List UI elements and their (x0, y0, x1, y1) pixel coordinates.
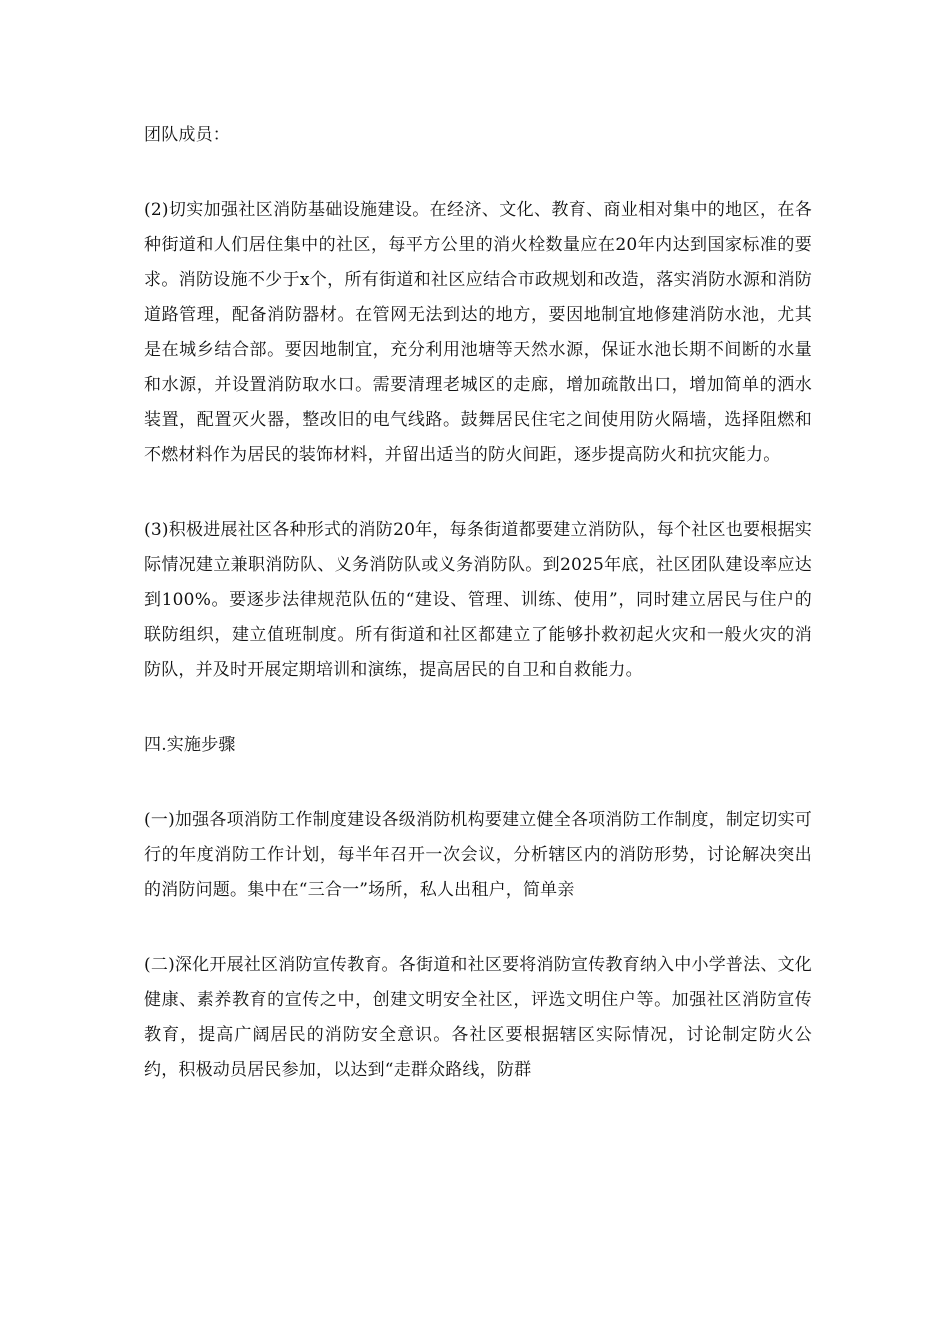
paragraph-infrastructure: (2)切实加强社区消防基础设施建设。在经济、文化、教育、商业相对集中的地区，在各种街道和人们居住集中的社区，每平方公里的消火栓数量应在20年内达到国家标准的要求。消防设施不少于x个，所有街道和社区应结合市政规划和改造，落实消防水源和消防道路管理，配备消防器材。在管网无法到达的地方，要因地制宜地修建消防水池，尤其是在城乡结合部。要因地制宜，充分利用池塘等天然水源，保证水池长期不间断的水量和水源，并设置消防取水口。需要清理老城区的走廊，增加疏散出口，增加简单的洒水装置，配置灭火器，整改旧的电气线路。鼓舞居民住宅之间使用防火隔墙，选择阻燃和不燃材料作为居民的装饰材料，并留出适当的防火间距，逐步提高防火和抗灾能力。 (144, 200, 812, 465)
paragraph-fire-teams: (3)积极进展社区各种形式的消防20年，每条街道都要建立消防队，每个社区也要根据实际情况建立兼职消防队、义务消防队或义务消防队。到2025年底，社区团队建设率应达到100%。要逐步法律规范队伍的“建设、管理、训练、使用”，同时建立居民与住户的联防组织，建立值班制度。所有街道和社区都建立了能够扑救初起火灾和一般火灾的消防队，并及时开展定期培训和演练，提高居民的自卫和自救能力。 (144, 520, 812, 680)
section-heading-implementation: 四.实施步骤 (144, 735, 236, 755)
paragraph-step-one: (一)加强各项消防工作制度建设各级消防机构要建立健全各项消防工作制度，制定切实可行的年度消防工作计划，每半年召开一次会议，分析辖区内的消防形势，讨论解决突出的消防问题。集中在“三合一”场所，私人出租户，简单亲 (144, 810, 812, 900)
paragraph-step-two: (二)深化开展社区消防宣传教育。各街道和社区要将消防宣传教育纳入中小学普法、文化健康、素养教育的宣传之中，创建文明安全社区，评选文明住户等。加强社区消防宣传教育，提高广阔居民的消防安全意识。各社区要根据辖区实际情况，讨论制定防火公约，积极动员居民参加，以达到“走群众路线，防群 (144, 955, 812, 1080)
team-members-label: 团队成员： (144, 125, 230, 145)
document-body (144, 118, 812, 1128)
